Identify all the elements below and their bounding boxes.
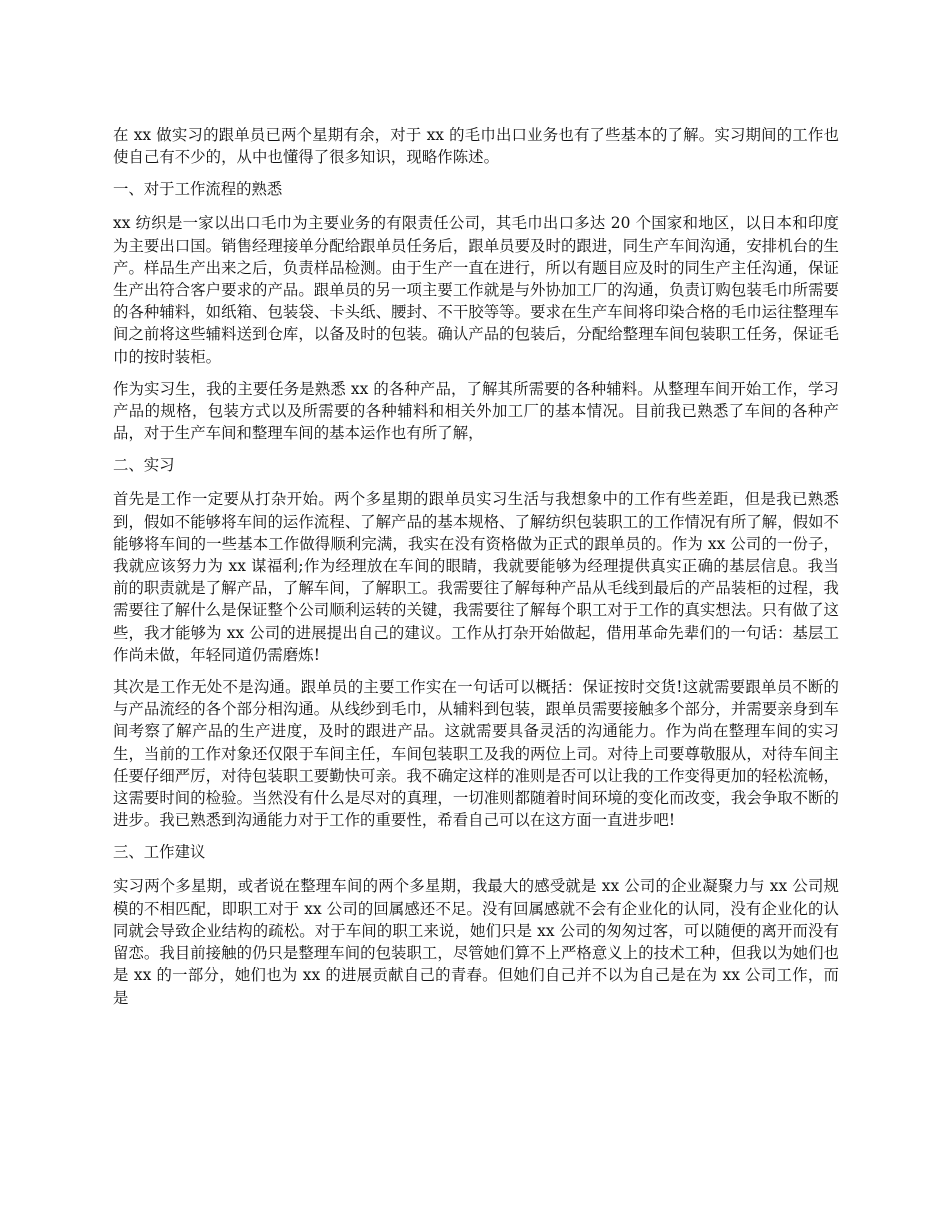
suggestions-paragraph-1: 实习两个多星期，或者说在整理车间的两个多星期，我最大的感受就是 xx 公司的企业凝聚力与 xx 公司规模的不相匹配，即职工对于 xx 公司的回属感还不足。没有回属感就不会有企业化的认同，没有企业化的认同就会导致企业结构的疏松。对于车间的职工来说，她们只是 xx 公司的匆匆过客，可以随便的离开而没有留恋。我目前接触的仍只是整理车间的包装职工，尽管她们算不上严格意义上的技术工种，但我以为她们也是 xx 的一部分，她们也为 xx 的进展贡献自己的青春。但她们自己并不以为自己是在为 xx 公司工作，而是 [113,877,839,1007]
internship-paragraph-1: 首先是工作一定要从打杂开始。两个多星期的跟单员实习生活与我想象中的工作有些差距，但是我已熟悉到，假如不能够将车间的运作流程、了解产品的基本规格、了解纺织包装职工的工作情况有所了解，假如不能够将车间的一些基本工作做得顺利完满，我实在没有资格做为正式的跟单员的。作为 xx 公司的一份子，我就应该努力为 xx 谋福利;作为经理放在车间的眼睛，我就要能够为经理提供真实正确的基层信息。我当前的职责就是了解产品，了解车间，了解职工。我需要往了解每种产品从毛线到最后的产品装柜的过程，我需要往了解什么是保证整个公司顺利运转的关键，我需要往了解每个职工对于工作的真实想法。只有做了这些，我才能够为 xx 公司的进展提出自己的建议。工作从打杂开始做起，借用革命先辈们的一句话：基层工作尚未做，年轻同道仍需磨炼! [113,490,839,664]
intro-paragraph: 在 xx 做实习的跟单员已两个星期有余，对于 xx 的毛巾出口业务也有了些基本的了解。实习期间的工作也使自己有不少的，从中也懂得了很多知识，现略作陈述。 [113,126,839,167]
section-heading-suggestions: 三、工作建议 [113,843,206,862]
internship-paragraph-2: 其次是工作无处不是沟通。跟单员的主要工作实在一句话可以概括：保证按时交货!这就需要跟单员不断的与产品流经的各个部分相沟通。从线纱到毛巾，从辅料到包装，跟单员需要接触多个部分，并需要亲身到车间考察了解产品的生产进度，及时的跟进产品。这就需要具备灵活的沟通能力。作为尚在整理车间的实习生，当前的工作对象还仅限于车间主任，车间包装职工及我的两位上司。对待上司要尊敬服从，对待车间主任要仔细严厉，对待包装职工要勤快可亲。我不确定这样的准则是否可以让我的工作变得更加的轻松流畅，这需要时间的检验。当然没有什么是尽对的真理，一切准则都随着时间环境的变化而改变，我会争取不断的进步。我已熟悉到沟通能力对于工作的重要性，希看自己可以在这方面一直进步吧! [113,678,839,830]
document-page [113,124,839,1019]
workflow-paragraph-2: 作为实习生，我的主要任务是熟悉 xx 的各种产品，了解其所需要的各种辅料。从整理车间开始工作，学习产品的规格，包装方式以及所需要的各种辅料和相关外加工厂的基本情况。目前我已熟悉了车间的各种产品，对于生产车间和整理车间的基本运作也有所了解， [113,379,839,443]
section-heading-workflow: 一、对于工作流程的熟悉 [113,180,283,199]
section-heading-internship: 二、实习 [113,456,175,475]
workflow-paragraph-1: xx 纺织是一家以出口毛巾为主要业务的有限责任公司，其毛巾出口多达 20 个国家和地区，以日本和印度为主要出口国。销售经理接单分配给跟单员任务后，跟单员要及时的跟进，同生产车间沟通，安排机台的生产。样品生产出来之后，负责样品检测。由于生产一直在进行，所以有题目应及时的同生产主任沟通，保证生产出符合客户要求的产品。跟单员的另一项主要工作就是与外协加工厂的沟通，负责订购包装毛巾所需要的各种辅料，如纸箱、包装袋、卡头纸、腰封、不干胶等等。要求在生产车间将印染合格的毛巾运往整理车间之前将这些辅料送到仓库，以备及时的包装。确认产品的包装后，分配给整理车间包装职工任务，保证毛巾的按时装柜。 [113,214,839,366]
